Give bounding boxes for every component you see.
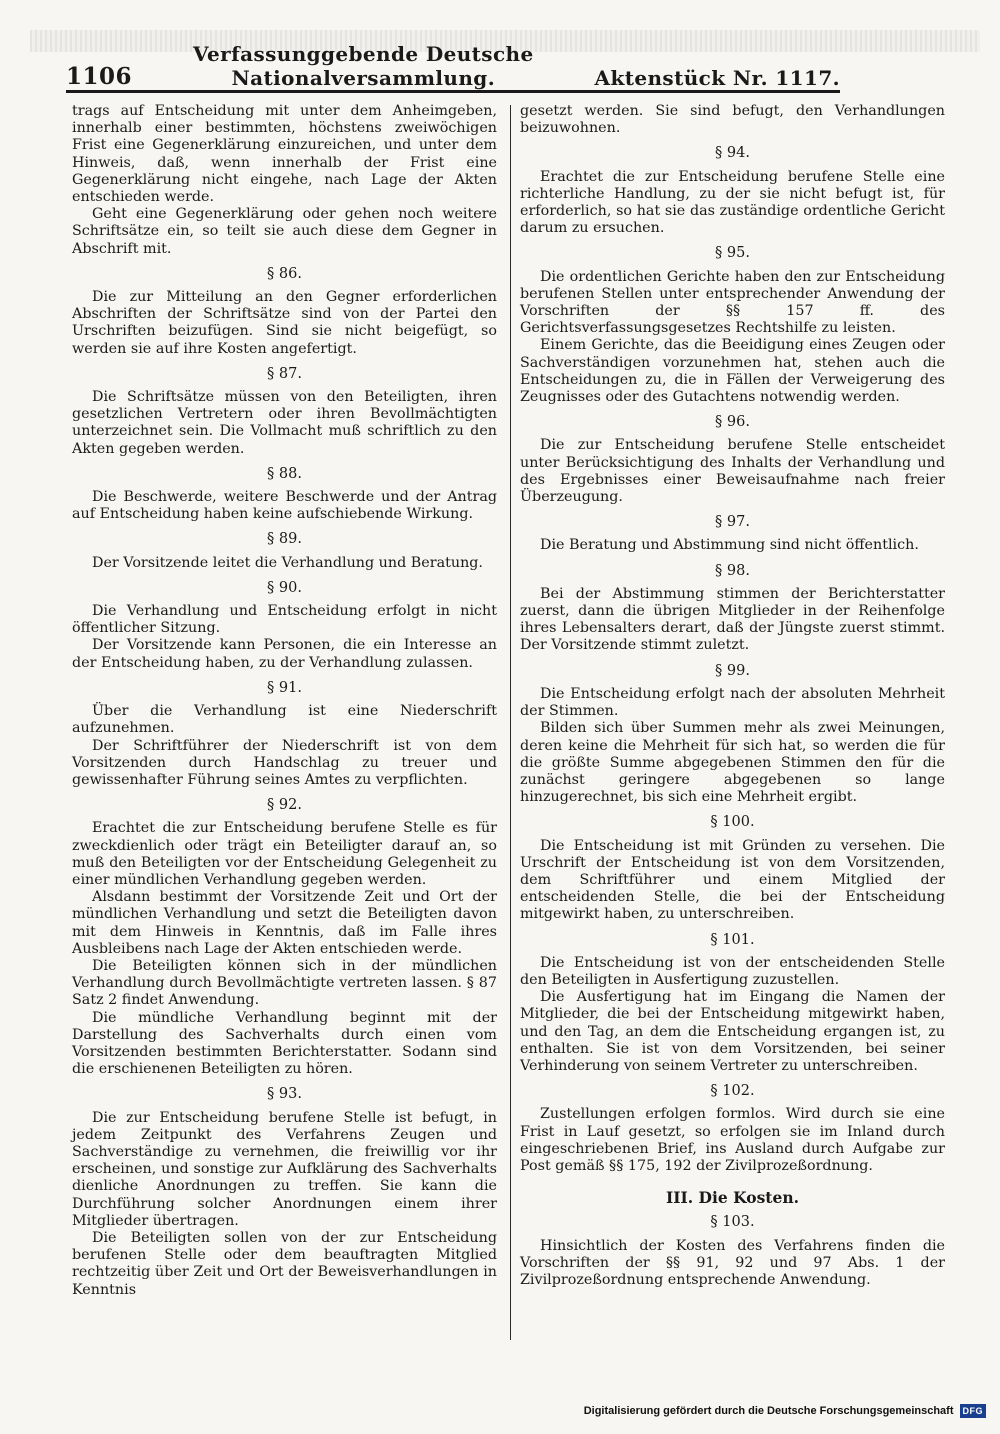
- section-heading-103: § 103.: [710, 1214, 755, 1231]
- footer-credit: Digitalisierung gefördert durch die Deutsche Forschungsgemeinschaft: [583, 1405, 954, 1417]
- section-heading-97: § 97.: [715, 514, 750, 531]
- section-heading-93: § 93.: [267, 1086, 302, 1103]
- section-heading-86: § 86.: [267, 265, 302, 282]
- paragraph: Die Beratung und Abstimmung sind nicht öffentlich.: [540, 537, 919, 554]
- section-heading-98: § 98.: [715, 562, 750, 579]
- section-heading-87: § 87.: [267, 365, 302, 382]
- paragraph: Die Beschwerde, weitere Beschwerde und der Antrag auf Entscheidung haben keine aufschiebende Wirkung.: [72, 489, 497, 523]
- section-heading-88: § 88.: [267, 465, 302, 482]
- header-title: Verfassunggebende Deutsche Nationalversammlung.: [192, 42, 534, 90]
- paragraph: Die zur Entscheidung berufene Stelle ist befugt, in jedem Zeitpunkt des Verfahrens Zeugen und Sachverständige zu vernehmen, die freiwillig vor ihr erscheinen, und sonstige zur Aufklärung des Sachverhalts dienliche Anordnungen zu treffen. Sie kann die Durchführung solcher Anordnungen einem ihrer Mitglieder übertragen.: [72, 1109, 497, 1229]
- paragraph: Alsdann bestimmt der Vorsitzende Zeit und Ort der mündlichen Verhandlung und setzt die Beteiligten davon mit dem Hinweis in Kenntnis, daß im Falle ihres Ausbleibens nach Lage der Akten entschieden werde.: [72, 889, 497, 957]
- paragraph: Die Entscheidung ist von der entscheidenden Stelle den Beteiligten in Ausfertigung zuzustellen.: [520, 954, 945, 988]
- paragraph: Bilden sich über Summen mehr als zwei Meinungen, deren keine die Mehrheit für sich hat, so werden die für die größte Summe abgegebenen Stimmen den für die zunächst geringere abgegebenen so lange hinzugerechnet, bis sich eine Mehrheit ergibt.: [520, 720, 945, 806]
- section-heading-96: § 96.: [715, 414, 750, 431]
- paragraph: Zustellungen erfolgen formlos. Wird durch sie eine Frist in Lauf gesetzt, so erfolgen sie im Inland durch eingeschriebenen Brief, ins Ausland durch Aufgabe zur Post gemäß §§ 175, 192 der Zivilprozeßordnung.: [520, 1106, 945, 1174]
- paragraph: Die zur Entscheidung berufene Stelle entscheidet unter Berücksichtigung des Inhalts der Verhandlung und des Ergebnisses einer Beweisaufnahme nach freier Überzeugung.: [520, 437, 945, 506]
- chapter-heading: III. Die Kosten.: [665, 1188, 799, 1208]
- paragraph: Die Beteiligten sollen von der zur Entscheidung berufenen Stelle oder dem beauftragten Mitglied rechtzeitig über Zeit und Ort der Beweisverhandlungen in Kenntnis: [72, 1229, 497, 1298]
- paragraph: gesetzt werden. Sie sind befugt, den Verhandlungen beizuwohnen.: [520, 103, 945, 137]
- paragraph: Der Vorsitzende kann Personen, die ein Interesse an der Entscheidung haben, zu der Verhandlung zulassen.: [72, 637, 497, 671]
- paragraph: Geht eine Gegenerklärung oder gehen noch weitere Schriftsätze ein, so teilt sie auch diese dem Gegner in Abschrift mit.: [72, 206, 497, 257]
- column-divider: [510, 105, 511, 1340]
- section-heading-91: § 91.: [267, 679, 302, 696]
- paragraph: Der Schriftführer der Niederschrift ist von dem Vorsitzenden durch Handschlag zu treuer und gewissenhafter Führung seines Amtes zu verpflichten.: [72, 737, 497, 788]
- section-heading-90: § 90.: [267, 579, 302, 596]
- paragraph: Einem Gerichte, das die Beeidigung eines Zeugen oder Sachverständigen vorzunehmen hat, stehen auch die Entscheidungen zu, die in Fällen der Verweigerung des Zeugnisses oder des Gutachtens notwendig werden.: [520, 337, 945, 406]
- section-heading-89: § 89.: [267, 531, 302, 548]
- section-heading-102: § 102.: [710, 1083, 755, 1100]
- page-number: 1106: [66, 63, 133, 90]
- right-column: [520, 103, 945, 1289]
- paragraph: Erachtet die zur Entscheidung berufene Stelle eine richterliche Handlung, zu der sie nicht befugt ist, für erforderlich, so hat sie das zuständige ordentliche Gericht darum zu ersuchen.: [520, 168, 945, 237]
- paragraph: Erachtet die zur Entscheidung berufene Stelle es für zweckdienlich oder trägt ein Beteiligter darauf an, so muß den Beteiligten vor der Entscheidung Gelegenheit zu einer mündlichen Verhandlung gegeben werden.: [72, 820, 497, 888]
- paragraph: Die Entscheidung ist mit Gründen zu versehen. Die Urschrift der Entscheidung ist von dem Vorsitzenden, dem Schriftführer und einem Mitglied der entscheidenden Stelle, die bei der Entscheidung mitgewirkt haben, zu unterschreiben.: [520, 837, 945, 923]
- document-reference: Aktenstück Nr. 1117.: [594, 66, 840, 90]
- paragraph: Bei der Abstimmung stimmen der Berichterstatter zuerst, dann die übrigen Mitglieder in der Reihenfolge ihres Lebensalters derart, daß der Jüngste zuerst stimmt. Der Vorsitzende stimmt zuletzt.: [520, 585, 945, 654]
- paragraph: Die Entscheidung erfolgt nach der absoluten Mehrheit der Stimmen.: [520, 685, 945, 720]
- dfg-logo: DFG: [960, 1404, 987, 1418]
- paragraph: Über die Verhandlung ist eine Niederschrift aufzunehmen.: [72, 703, 497, 737]
- paragraph: Die Beteiligten können sich in der mündlichen Verhandlung durch Bevollmächtigte vertreten lassen. § 87 Satz 2 findet Anwendung.: [72, 957, 497, 1009]
- paragraph: Hinsichtlich der Kosten des Verfahrens finden die Vorschriften der §§ 91, 92 und 97 Abs. 1 der Zivilprozeßordnung entsprechende Anwendung.: [520, 1237, 945, 1288]
- paragraph: Die Ausfertigung hat im Eingang die Namen der Mitglieder, die bei der Entscheidung mitgewirkt haben, und den Tag, an dem die Entscheidung ergangen ist, zu enthalten. Sie ist von dem Vorsitzenden, bei seiner Verhinderung von seinem Vertreter zu unterschreiben.: [520, 989, 945, 1074]
- section-heading-95: § 95.: [715, 245, 750, 262]
- section-heading-92: § 92.: [267, 797, 302, 814]
- paragraph: Die Verhandlung und Entscheidung erfolgt in nicht öffentlicher Sitzung.: [72, 603, 497, 637]
- section-heading-94: § 94.: [715, 145, 750, 162]
- section-heading-99: § 99.: [715, 662, 750, 679]
- digitization-footer: [584, 1404, 986, 1418]
- paragraph: Die ordentlichen Gerichte haben den zur Entscheidung berufenen Stellen unter entsprechender Anwendung der Vorschriften der §§ 157 ff. des Gerichtsverfassungsgesetzes Rechtshilfe zu leisten.: [520, 268, 945, 337]
- paragraph: Die mündliche Verhandlung beginnt mit der Darstellung des Sachverhalts durch einen vom Vorsitzenden bestimmten Berichterstatter. Sodann sind die erschienenen Beteiligten zu hören.: [72, 1009, 497, 1078]
- section-heading-101: § 101.: [710, 931, 755, 948]
- paragraph: Der Vorsitzende leitet die Verhandlung und Beratung.: [92, 554, 483, 571]
- paragraph: trags auf Entscheidung mit unter dem Anheimgeben, innerhalb einer bestimmten, höchstens zweiwöchigen Frist eine Gegenerklärung einzureichen, und unter dem Hinweis, daß, wenn innerhalb der Frist eine Gegenerklärung nicht eingehe, nach Lage der Akten entschieden werde.: [72, 103, 497, 206]
- paragraph: Die zur Mitteilung an den Gegner erforderlichen Abschriften der Schriftsätze sind von der Partei den Urschriften beizufügen. Sind sie nicht beigefügt, so werden sie auf ihre Kosten angefertigt.: [72, 289, 497, 357]
- paragraph: Die Schriftsätze müssen von den Beteiligten, ihren gesetzlichen Vertretern oder ihren Bevollmächtigten unterzeichnet sein. Die Vollmacht muß schriftlich zu den Akten gegeben werden.: [72, 389, 497, 457]
- left-column: [72, 103, 497, 1299]
- section-heading-100: § 100.: [710, 814, 755, 831]
- page-header: [66, 42, 840, 93]
